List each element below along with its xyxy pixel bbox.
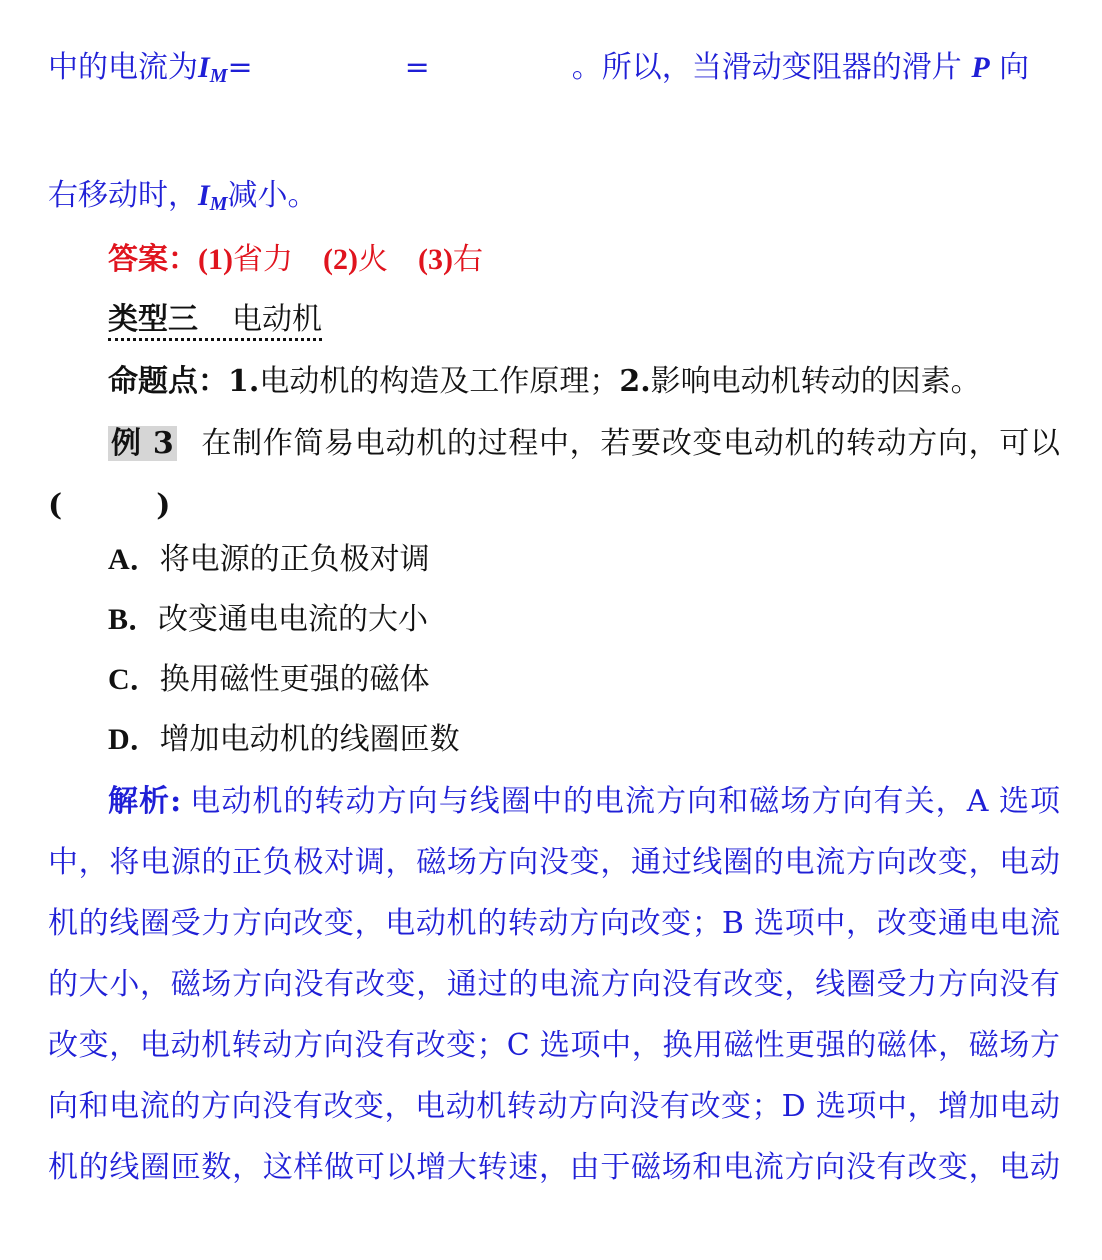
- answer-1-num: (1): [198, 243, 233, 276]
- line1-prefix: 中的电流为: [48, 50, 198, 85]
- topic-item-1-text: 电动机的构造及工作原理；: [259, 364, 620, 399]
- topic-item-2-num: 2.: [619, 364, 651, 399]
- current-symbol: $I_M$: [198, 51, 228, 87]
- option-a-text: 将电源的正负极对调: [159, 542, 430, 577]
- topic-item-2-text: 影响电动机转动的因素。: [650, 364, 981, 399]
- analysis-label: 解析:: [108, 784, 182, 819]
- analysis-line-3: 机的线圈受力方向改变，电动机的转动方向改变；B 选项中，改变通电电流: [48, 906, 1060, 941]
- answer-line: [108, 240, 1060, 280]
- example-label: 例 3: [108, 426, 177, 461]
- section-type-label: 类型三: [108, 302, 198, 337]
- answer-3-text: 右: [452, 242, 483, 277]
- option-c-letter: C: [108, 663, 130, 696]
- line1-suffix-a: 。所以，当滑动变阻器的滑片: [571, 50, 972, 85]
- answer-2-num: (2): [322, 243, 358, 276]
- section-type-title: 电动机: [232, 302, 322, 337]
- option-b-letter: B: [108, 603, 129, 636]
- analysis-line-7: 机的线圈匝数，这样做可以增大转速，由于磁场和电流方向没有改变，电动: [48, 1150, 1060, 1185]
- option-b: B．改变通电电流的大小: [108, 602, 429, 637]
- section-heading-underlined: [108, 302, 322, 341]
- answer-bracket-open: (: [48, 488, 63, 523]
- option-d: D．增加电动机的线圈匝数: [108, 722, 460, 757]
- topic-points-line: [108, 362, 1060, 402]
- topic-item-1-num: 1.: [228, 364, 260, 399]
- line2-prefix: 右移动时，: [48, 178, 198, 213]
- analysis-line-1: [108, 782, 1060, 822]
- equals-sign-1: =: [227, 50, 253, 85]
- analysis-line-6: 向和电流的方向没有改变，电动机转动方向没有改变；D 选项中，增加电动: [48, 1089, 1060, 1124]
- option-a: A．将电源的正负极对调: [108, 542, 430, 577]
- option-d-text: 增加电动机的线圈匝数: [159, 722, 460, 757]
- analysis-text-1: 电动机的转动方向与线圈中的电流方向和磁场方向有关，A 选项: [189, 784, 1061, 819]
- example-question-line: [108, 424, 1060, 464]
- equals-sign-2: =: [404, 50, 430, 85]
- answer-2-text: 火: [357, 242, 388, 277]
- topic-label: 命题点：: [108, 364, 228, 399]
- slider-p-symbol: P: [971, 51, 990, 84]
- answer-3-num: (3): [417, 243, 453, 276]
- continuation-line-1: [48, 48, 1029, 96]
- example-question-text: 在制作简易电动机的过程中，若要改变电动机的转动方向，可以: [200, 426, 1060, 461]
- answer-bracket-close: ): [156, 488, 171, 523]
- line1-suffix-b: 向: [989, 50, 1030, 85]
- option-a-letter: A: [108, 543, 130, 576]
- section-heading: [108, 300, 1060, 340]
- option-c: C．换用磁性更强的磁体: [108, 662, 430, 697]
- answer-label: 答案：: [108, 242, 198, 277]
- continuation-line-2: [48, 176, 1060, 224]
- line2-suffix: 减小。: [227, 178, 318, 213]
- answer-1-text: 省力: [232, 242, 293, 277]
- option-d-letter: D: [108, 723, 130, 756]
- option-c-text: 换用磁性更强的磁体: [159, 662, 430, 697]
- analysis-line-2: 中，将电源的正负极对调，磁场方向没变，通过线圈的电流方向改变，电动: [48, 845, 1060, 880]
- current-symbol-2: $I_M$: [198, 179, 228, 215]
- option-b-text: 改变通电电流的大小: [158, 602, 429, 637]
- analysis-line-5: 改变，电动机转动方向没有改变；C 选项中，换用磁性更强的磁体，磁场方: [48, 1028, 1060, 1063]
- analysis-line-4: 的大小，磁场方向没有改变，通过的电流方向没有改变，线圈受力方向没有: [48, 967, 1060, 1002]
- answer-bracket: [48, 486, 1060, 526]
